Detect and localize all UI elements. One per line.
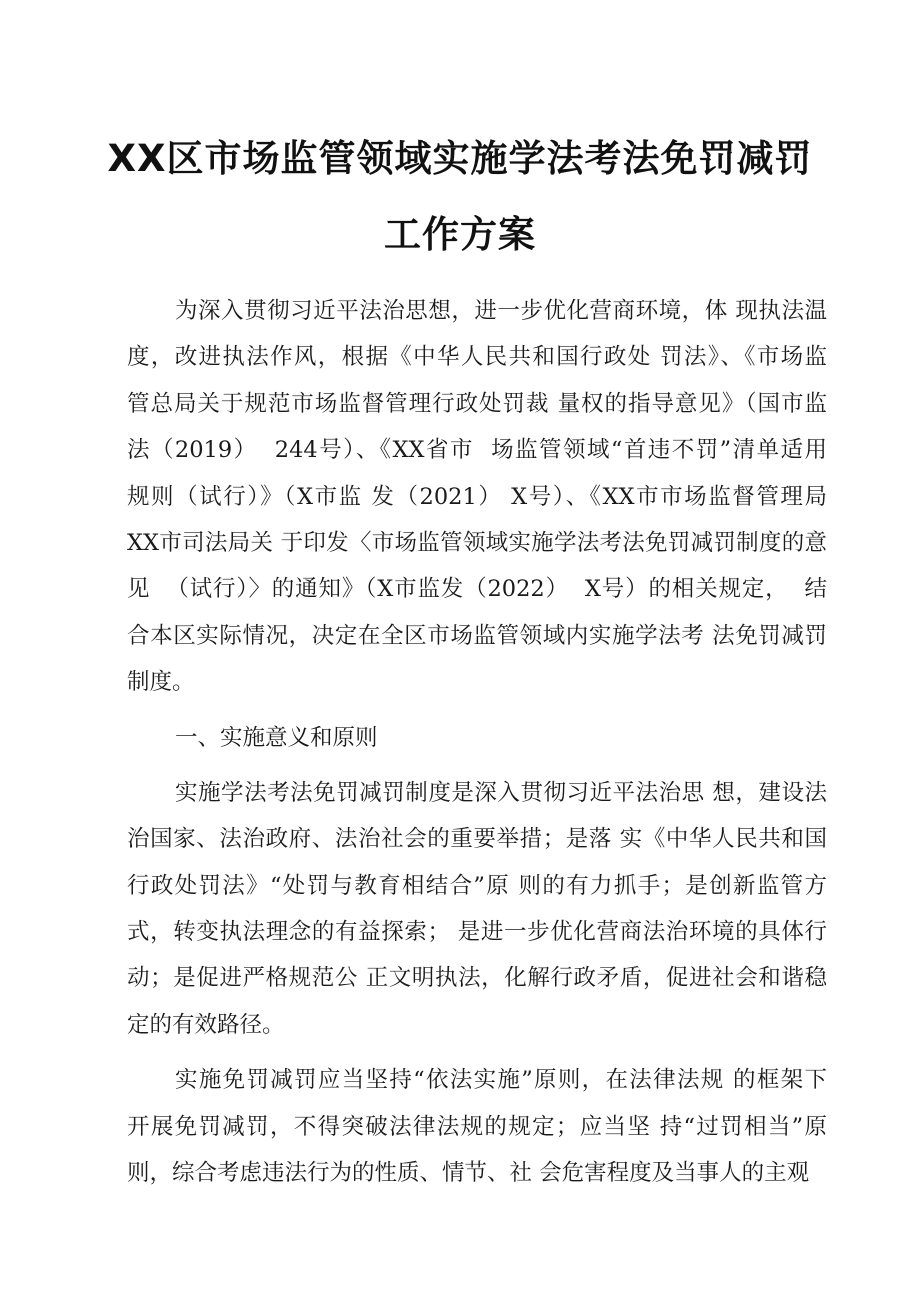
paragraph-line: 定的有效路径。	[127, 1011, 285, 1038]
paragraph-line: 见 （试行）〉的通知》（X市监发（2022） X号）的相关规定， 结	[127, 576, 827, 603]
paragraph-line: 一、实施意义和原则	[175, 724, 378, 751]
paragraph-gap	[127, 1048, 827, 1057]
paragraph-line: 行政处罚法》“处罚与教育相结合”原 则的有力抓手；是创新监管方	[127, 872, 827, 899]
paragraph-line: 制度。	[127, 669, 195, 696]
body-paragraph	[127, 770, 827, 1048]
body-paragraph	[127, 1057, 827, 1196]
body-paragraph	[127, 715, 827, 761]
document-title-line-1: XX区市场监管领域实施学法考法免罚减罚	[107, 137, 813, 180]
paragraph-line: 管总局关于规范市场监督管理行政处罚裁 量权的指导意见》（国市监	[127, 390, 827, 417]
paragraph-line: 式，转变执法理念的有益探索； 是进一步优化营商法治环境的具体行	[127, 919, 827, 946]
document-body	[127, 288, 827, 1196]
paragraph-line: 度，改进执法作风，根据《中华人民共和国行政处 罚法》、《市场监	[127, 344, 827, 371]
paragraph-line: 则，综合考虑违法行为的性质、情节、社 会危害程度及当事人的主观	[127, 1160, 810, 1187]
paragraph-line: 为深入贯彻习近平法治思想，进一步优化营商环境，体 现执法温	[175, 298, 827, 324]
paragraph-line: 实施免罚减罚应当坚持“依法实施”原则，在法律法规 的框架下	[175, 1067, 827, 1094]
paragraph-line: 实施学法考法免罚减罚制度是深入贯彻习近平法治思 想，建设法	[175, 779, 827, 806]
paragraph-line: 动；是促进严格规范公 正文明执法，化解行政矛盾，促进社会和谐稳	[127, 965, 827, 992]
paragraph-gap	[127, 706, 827, 715]
paragraph-line: 合本区实际情况，决定在全区市场监管领域内实施学法考 法免罚减罚	[127, 622, 827, 649]
paragraph-line: 规则（试行）》（X市监 发（2021） X号）、《XX市市场监督管理局	[127, 483, 827, 510]
body-paragraph	[127, 288, 827, 706]
paragraph-gap	[127, 761, 827, 770]
paragraph-line: 开展免罚减罚，不得突破法律法规的规定；应当坚 持“过罚相当”原	[127, 1113, 827, 1140]
paragraph-line: 法（2019） 244号）、《XX省市 场监管领域“首违不罚”清单适用	[127, 437, 827, 464]
paragraph-line: XX市司法局关 于印发〈市场监管领域实施学法考法免罚减罚制度的意	[127, 529, 827, 556]
document-title-line-2: 工作方案	[384, 213, 536, 256]
paragraph-line: 治国家、法治政府、法治社会的重要举措；是落 实《中华人民共和国	[127, 826, 827, 853]
